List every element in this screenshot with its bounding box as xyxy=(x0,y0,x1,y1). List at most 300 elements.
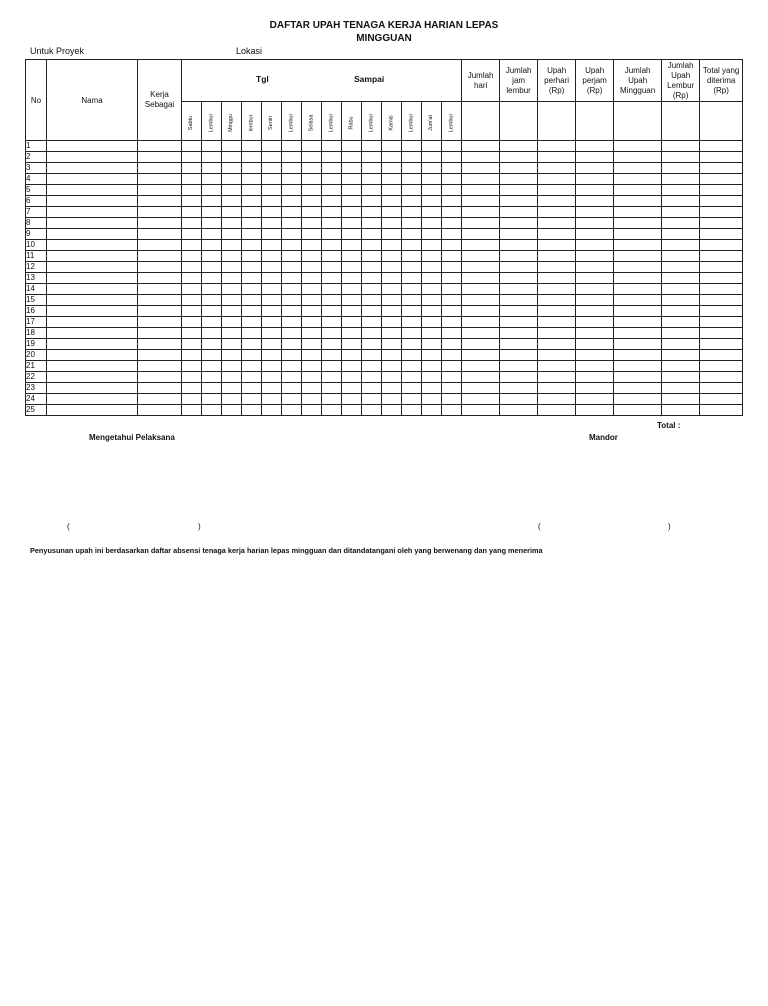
day-header: Kamis xyxy=(382,102,402,141)
table-cell xyxy=(242,163,262,174)
table-cell xyxy=(422,328,442,339)
table-cell xyxy=(222,152,242,163)
table-cell xyxy=(47,295,138,306)
table-cell xyxy=(282,251,302,262)
table-cell xyxy=(202,185,222,196)
day-header: lembur xyxy=(242,102,262,141)
table-cell xyxy=(302,383,322,394)
table-cell xyxy=(700,163,743,174)
table-cell xyxy=(462,141,500,152)
table-cell xyxy=(362,317,382,328)
table-cell xyxy=(342,218,362,229)
table-cell xyxy=(322,350,342,361)
table-cell xyxy=(576,207,614,218)
document-subtitle: MINGGUAN xyxy=(356,33,412,44)
day-header: Lembur xyxy=(362,102,382,141)
table-cell xyxy=(662,141,700,152)
table-cell xyxy=(462,196,500,207)
table-cell xyxy=(47,163,138,174)
table-row xyxy=(26,163,743,174)
table-cell xyxy=(662,339,700,350)
table-cell xyxy=(342,152,362,163)
table-cell xyxy=(202,306,222,317)
table-cell xyxy=(462,163,500,174)
table-cell xyxy=(242,185,262,196)
table-cell xyxy=(202,273,222,284)
table-cell xyxy=(576,394,614,405)
table-cell xyxy=(222,174,242,185)
table-cell xyxy=(442,306,462,317)
table-cell xyxy=(242,262,262,273)
table-cell xyxy=(302,141,322,152)
table-cell xyxy=(282,174,302,185)
table-cell xyxy=(500,328,538,339)
table-cell xyxy=(538,207,576,218)
table-cell xyxy=(700,218,743,229)
table-cell xyxy=(302,185,322,196)
table-cell xyxy=(422,295,442,306)
row-number: 1 xyxy=(26,141,47,152)
day-header: Lembur xyxy=(202,102,222,141)
table-cell xyxy=(282,328,302,339)
table-cell xyxy=(402,317,422,328)
table-cell xyxy=(662,328,700,339)
table-cell xyxy=(322,361,342,372)
table-row xyxy=(26,295,743,306)
table-cell xyxy=(662,372,700,383)
table-cell xyxy=(382,284,402,295)
table-cell xyxy=(402,141,422,152)
table-cell xyxy=(614,185,662,196)
table-cell xyxy=(402,185,422,196)
table-cell xyxy=(576,350,614,361)
table-cell xyxy=(222,328,242,339)
table-cell xyxy=(614,152,662,163)
table-row xyxy=(26,284,743,295)
table-cell xyxy=(500,339,538,350)
table-cell xyxy=(182,218,202,229)
table-body xyxy=(26,141,743,416)
table-cell xyxy=(402,196,422,207)
table-cell xyxy=(442,174,462,185)
table-cell xyxy=(700,361,743,372)
table-cell xyxy=(322,174,342,185)
row-number: 14 xyxy=(26,284,47,295)
table-cell xyxy=(402,328,422,339)
table-cell xyxy=(302,339,322,350)
empty-cell xyxy=(614,102,662,141)
empty-cell xyxy=(500,102,538,141)
table-cell xyxy=(538,383,576,394)
table-cell xyxy=(202,240,222,251)
day-header: Jum'at xyxy=(422,102,442,141)
row-number: 8 xyxy=(26,218,47,229)
table-cell xyxy=(138,207,182,218)
table-cell xyxy=(282,262,302,273)
table-cell xyxy=(262,306,282,317)
table-cell xyxy=(342,262,362,273)
table-cell xyxy=(662,174,700,185)
table-cell xyxy=(182,262,202,273)
empty-cell xyxy=(662,102,700,141)
table-cell xyxy=(462,251,500,262)
table-cell xyxy=(500,163,538,174)
table-cell xyxy=(47,174,138,185)
table-cell xyxy=(282,185,302,196)
table-cell xyxy=(322,251,342,262)
table-cell xyxy=(342,284,362,295)
table-cell xyxy=(382,361,402,372)
table-cell xyxy=(302,163,322,174)
table-cell xyxy=(322,185,342,196)
table-cell xyxy=(462,273,500,284)
row-number: 10 xyxy=(26,240,47,251)
table-cell xyxy=(402,152,422,163)
table-cell xyxy=(700,372,743,383)
table-cell xyxy=(262,273,282,284)
table-cell xyxy=(700,306,743,317)
table-row xyxy=(26,240,743,251)
table-cell xyxy=(182,317,202,328)
table-cell xyxy=(382,185,402,196)
table-cell xyxy=(538,174,576,185)
table-cell xyxy=(47,394,138,405)
table-cell xyxy=(202,317,222,328)
row-number: 3 xyxy=(26,163,47,174)
table-cell xyxy=(462,218,500,229)
table-cell xyxy=(322,218,342,229)
table-cell xyxy=(442,185,462,196)
table-cell xyxy=(700,405,743,416)
table-cell xyxy=(700,295,743,306)
table-cell xyxy=(182,350,202,361)
table-cell xyxy=(462,240,500,251)
table-cell xyxy=(262,262,282,273)
day-header: Lembur xyxy=(322,102,342,141)
table-cell xyxy=(422,284,442,295)
table-cell xyxy=(462,306,500,317)
table-cell xyxy=(202,328,222,339)
table-cell xyxy=(282,350,302,361)
table-cell xyxy=(700,240,743,251)
table-cell xyxy=(322,372,342,383)
table-cell xyxy=(202,141,222,152)
table-cell xyxy=(662,163,700,174)
table-row xyxy=(26,306,743,317)
table-cell xyxy=(182,361,202,372)
table-cell xyxy=(500,350,538,361)
table-row xyxy=(26,273,743,284)
table-row xyxy=(26,174,743,185)
table-cell xyxy=(614,361,662,372)
table-cell xyxy=(538,328,576,339)
table-cell xyxy=(500,240,538,251)
table-cell xyxy=(202,350,222,361)
header-period xyxy=(182,60,462,102)
table-cell xyxy=(138,295,182,306)
table-cell xyxy=(282,284,302,295)
table-cell xyxy=(402,361,422,372)
table-cell xyxy=(362,295,382,306)
table-cell xyxy=(402,372,422,383)
table-cell xyxy=(222,163,242,174)
table-cell xyxy=(222,240,242,251)
table-cell xyxy=(47,328,138,339)
table-cell xyxy=(500,152,538,163)
table-cell xyxy=(614,240,662,251)
header-tgl: Tgl xyxy=(256,74,269,84)
table-cell xyxy=(322,240,342,251)
table-cell xyxy=(342,229,362,240)
table-cell xyxy=(538,251,576,262)
header-kerja-sebagai: Kerja Sebagai xyxy=(138,60,182,141)
table-cell xyxy=(302,240,322,251)
day-header: Minggu xyxy=(222,102,242,141)
table-cell xyxy=(182,229,202,240)
mengetahui-pelaksana: Mengetahui Pelaksana xyxy=(89,433,175,442)
table-cell xyxy=(538,240,576,251)
table-row xyxy=(26,339,743,350)
table-cell xyxy=(342,141,362,152)
table-cell xyxy=(342,273,362,284)
table-cell xyxy=(402,394,422,405)
empty-cell xyxy=(700,102,743,141)
table-cell xyxy=(614,218,662,229)
table-cell xyxy=(402,273,422,284)
table-cell xyxy=(222,196,242,207)
mandor-label: Mandor xyxy=(589,433,618,442)
table-cell xyxy=(138,317,182,328)
table-cell xyxy=(442,251,462,262)
table-cell xyxy=(362,196,382,207)
table-cell xyxy=(322,141,342,152)
table-cell xyxy=(362,251,382,262)
table-cell xyxy=(222,207,242,218)
table-cell xyxy=(422,350,442,361)
table-cell xyxy=(382,163,402,174)
table-cell xyxy=(322,196,342,207)
table-cell xyxy=(442,339,462,350)
table-cell xyxy=(382,152,402,163)
table-cell xyxy=(462,339,500,350)
table-cell xyxy=(402,163,422,174)
table-cell xyxy=(614,273,662,284)
table-cell xyxy=(282,273,302,284)
table-cell xyxy=(47,284,138,295)
table-cell xyxy=(282,317,302,328)
table-cell xyxy=(182,284,202,295)
table-cell xyxy=(138,306,182,317)
table-cell xyxy=(662,207,700,218)
table-cell xyxy=(342,394,362,405)
table-cell xyxy=(700,383,743,394)
table-cell xyxy=(422,273,442,284)
table-cell xyxy=(662,229,700,240)
table-cell xyxy=(576,152,614,163)
table-cell xyxy=(462,295,500,306)
table-cell xyxy=(322,207,342,218)
table-cell xyxy=(362,361,382,372)
table-cell xyxy=(322,339,342,350)
table-cell xyxy=(182,240,202,251)
table-cell xyxy=(500,207,538,218)
table-cell xyxy=(202,229,222,240)
table-cell xyxy=(47,317,138,328)
table-cell xyxy=(500,196,538,207)
table-cell xyxy=(614,251,662,262)
table-cell xyxy=(538,185,576,196)
table-cell xyxy=(222,273,242,284)
table-cell xyxy=(462,383,500,394)
table-cell xyxy=(242,405,262,416)
table-cell xyxy=(538,262,576,273)
table-cell xyxy=(614,328,662,339)
table-cell xyxy=(700,174,743,185)
table-cell xyxy=(382,394,402,405)
table-cell xyxy=(202,207,222,218)
table-cell xyxy=(500,306,538,317)
table-cell xyxy=(402,383,422,394)
row-number: 4 xyxy=(26,174,47,185)
table-cell xyxy=(222,372,242,383)
table-cell xyxy=(202,262,222,273)
table-cell xyxy=(182,383,202,394)
header-nama: Nama xyxy=(47,60,138,141)
table-cell xyxy=(614,383,662,394)
table-cell xyxy=(614,229,662,240)
row-number: 15 xyxy=(26,295,47,306)
table-cell xyxy=(662,218,700,229)
table-cell xyxy=(614,284,662,295)
table-cell xyxy=(700,185,743,196)
table-cell xyxy=(362,163,382,174)
table-cell xyxy=(422,317,442,328)
table-cell xyxy=(342,339,362,350)
table-cell xyxy=(138,350,182,361)
table-row xyxy=(26,229,743,240)
table-cell xyxy=(282,361,302,372)
table-cell xyxy=(576,174,614,185)
table-cell xyxy=(500,174,538,185)
table-cell xyxy=(138,174,182,185)
table-cell xyxy=(322,229,342,240)
table-cell xyxy=(282,394,302,405)
table-cell xyxy=(47,262,138,273)
table-cell xyxy=(614,141,662,152)
day-header: Senin xyxy=(262,102,282,141)
table-cell xyxy=(242,218,262,229)
row-number: 6 xyxy=(26,196,47,207)
table-cell xyxy=(382,251,402,262)
table-cell xyxy=(442,218,462,229)
table-cell xyxy=(322,328,342,339)
table-cell xyxy=(382,207,402,218)
day-header: Selasa xyxy=(302,102,322,141)
table-cell xyxy=(422,207,442,218)
table-cell xyxy=(182,295,202,306)
table-cell xyxy=(362,141,382,152)
table-cell xyxy=(282,207,302,218)
table-cell xyxy=(422,306,442,317)
table-cell xyxy=(576,185,614,196)
table-cell xyxy=(538,361,576,372)
table-cell xyxy=(302,196,322,207)
table-cell xyxy=(47,350,138,361)
table-cell xyxy=(382,405,402,416)
day-header: Lembur xyxy=(442,102,462,141)
table-cell xyxy=(182,328,202,339)
table-cell xyxy=(422,152,442,163)
wage-table xyxy=(25,59,743,416)
table-cell xyxy=(422,141,442,152)
table-cell xyxy=(500,218,538,229)
header-no: No xyxy=(26,60,47,141)
table-cell xyxy=(222,262,242,273)
table-cell xyxy=(462,372,500,383)
table-cell xyxy=(47,141,138,152)
table-cell xyxy=(242,196,262,207)
table-cell xyxy=(700,350,743,361)
table-cell xyxy=(382,328,402,339)
table-cell xyxy=(282,405,302,416)
table-cell xyxy=(242,306,262,317)
table-cell xyxy=(576,295,614,306)
table-cell xyxy=(222,361,242,372)
table-cell xyxy=(538,394,576,405)
table-cell xyxy=(422,361,442,372)
day-header: Rabu xyxy=(342,102,362,141)
table-cell xyxy=(442,405,462,416)
table-cell xyxy=(576,317,614,328)
table-cell xyxy=(382,229,402,240)
table-cell xyxy=(138,284,182,295)
table-cell xyxy=(500,229,538,240)
table-cell xyxy=(500,251,538,262)
row-number: 17 xyxy=(26,317,47,328)
table-cell xyxy=(322,405,342,416)
table-cell xyxy=(422,372,442,383)
table-cell xyxy=(576,405,614,416)
table-row xyxy=(26,141,743,152)
table-cell xyxy=(462,350,500,361)
table-cell xyxy=(382,339,402,350)
table-cell xyxy=(342,383,362,394)
table-row xyxy=(26,394,743,405)
table-cell xyxy=(662,240,700,251)
table-cell xyxy=(202,218,222,229)
table-cell xyxy=(242,229,262,240)
table-cell xyxy=(402,207,422,218)
table-cell xyxy=(202,174,222,185)
table-cell xyxy=(242,383,262,394)
table-cell xyxy=(422,383,442,394)
table-cell xyxy=(302,229,322,240)
table-cell xyxy=(262,284,282,295)
row-number: 11 xyxy=(26,251,47,262)
table-cell xyxy=(700,141,743,152)
table-row xyxy=(26,185,743,196)
table-cell xyxy=(662,306,700,317)
table-cell xyxy=(222,295,242,306)
table-cell xyxy=(362,284,382,295)
table-cell xyxy=(462,152,500,163)
table-cell xyxy=(382,174,402,185)
table-cell xyxy=(138,185,182,196)
table-row xyxy=(26,328,743,339)
table-cell xyxy=(662,405,700,416)
table-cell xyxy=(282,240,302,251)
table-cell xyxy=(322,317,342,328)
